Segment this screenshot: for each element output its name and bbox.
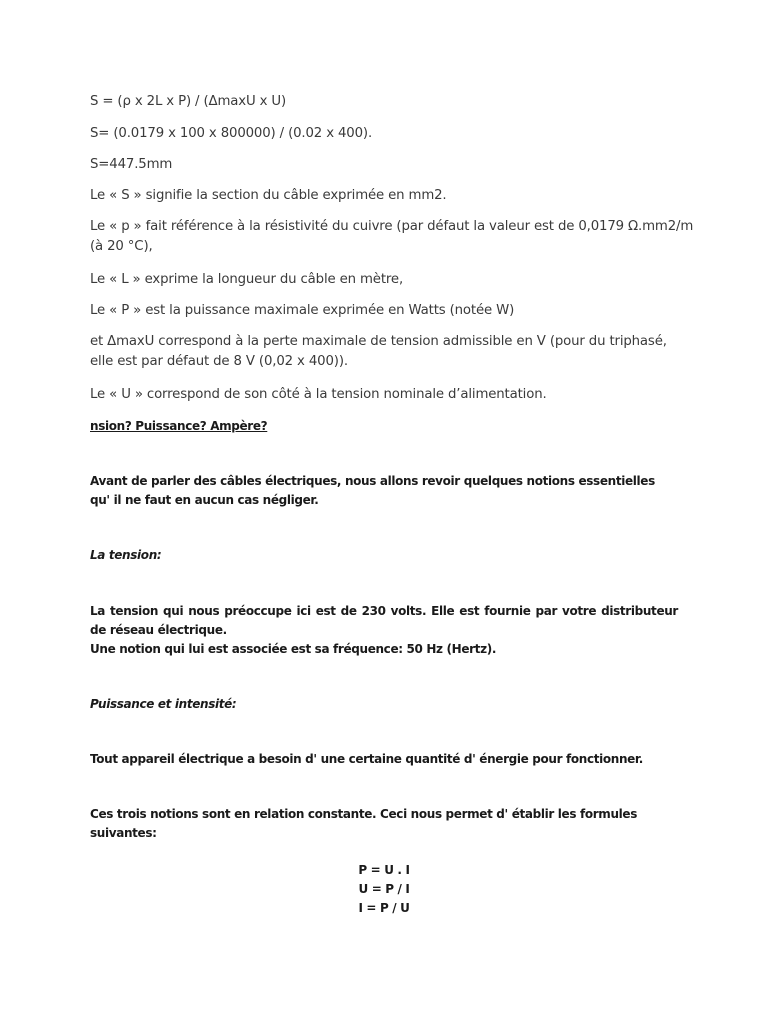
tension-paragraph-line-2: Une notion qui lui est associée est sa fréquence: 50 Hz (Hertz). [90, 642, 497, 656]
formula-line: S = (ρ x 2L x P) / (ΔmaxU x U) [90, 94, 287, 109]
puissance-paragraph: Tout appareil électrique a besoin d' une certaine quantité d' énergie pour fonctionner. [90, 752, 643, 766]
definition-p: Le « P » est la puissance maximale exprimée en Watts (notée W) [90, 303, 515, 318]
formula-current: I = P / U [358, 901, 410, 915]
definition-s: Le « S » signifie la section du câble exprimée en mm2. [90, 188, 447, 203]
relation-paragraph: Ces trois notions sont en relation constante. Ceci nous permet d' établir les formules suivantes: [90, 807, 637, 840]
definition-l: Le « L » exprime la longueur du câble en mètre, [90, 272, 404, 287]
definition-rho-line-2: (à 20 °C), [90, 239, 153, 254]
formula-power: P = U . I [358, 863, 410, 877]
puissance-title: Puissance et intensité: [90, 697, 237, 711]
formula-block [90, 861, 678, 918]
definition-delta-line-1: et ΔmaxU correspond à la perte maximale de tension admissible en V (pour du triphasé, [90, 334, 667, 349]
formula-voltage: U = P / I [358, 882, 410, 896]
definition-u: Le « U » correspond de son côté à la tension nominale d’alimentation. [90, 387, 547, 402]
definition-delta [90, 332, 680, 372]
tension-paragraph [90, 602, 678, 659]
section-heading: nsion? Puissance? Ampère? [90, 419, 268, 433]
intro-paragraph: Avant de parler des câbles électriques, nous allons revoir quelques notions essentielles qu' il ne faut en aucun cas négliger. [90, 474, 655, 507]
tension-title: La tension: [90, 548, 162, 562]
definition-delta-line-2: elle est par défaut de 8 V (0,02 x 400)). [90, 354, 348, 369]
tension-paragraph-line-1: La tension qui nous préoccupe ici est de 230 volts. Elle est fournie par votre distributeur de réseau électrique. [90, 604, 678, 637]
definition-rho-line-1: Le « p » fait référence à la résistivité du cuivre (par défaut la valeur est de 0,0179 Ω.mm2/m [90, 219, 694, 234]
numeric-calculation-line: S= (0.0179 x 100 x 800000) / (0.02 x 400). [90, 126, 373, 141]
result-line: S=447.5mm [90, 157, 173, 172]
definition-rho [90, 217, 694, 257]
